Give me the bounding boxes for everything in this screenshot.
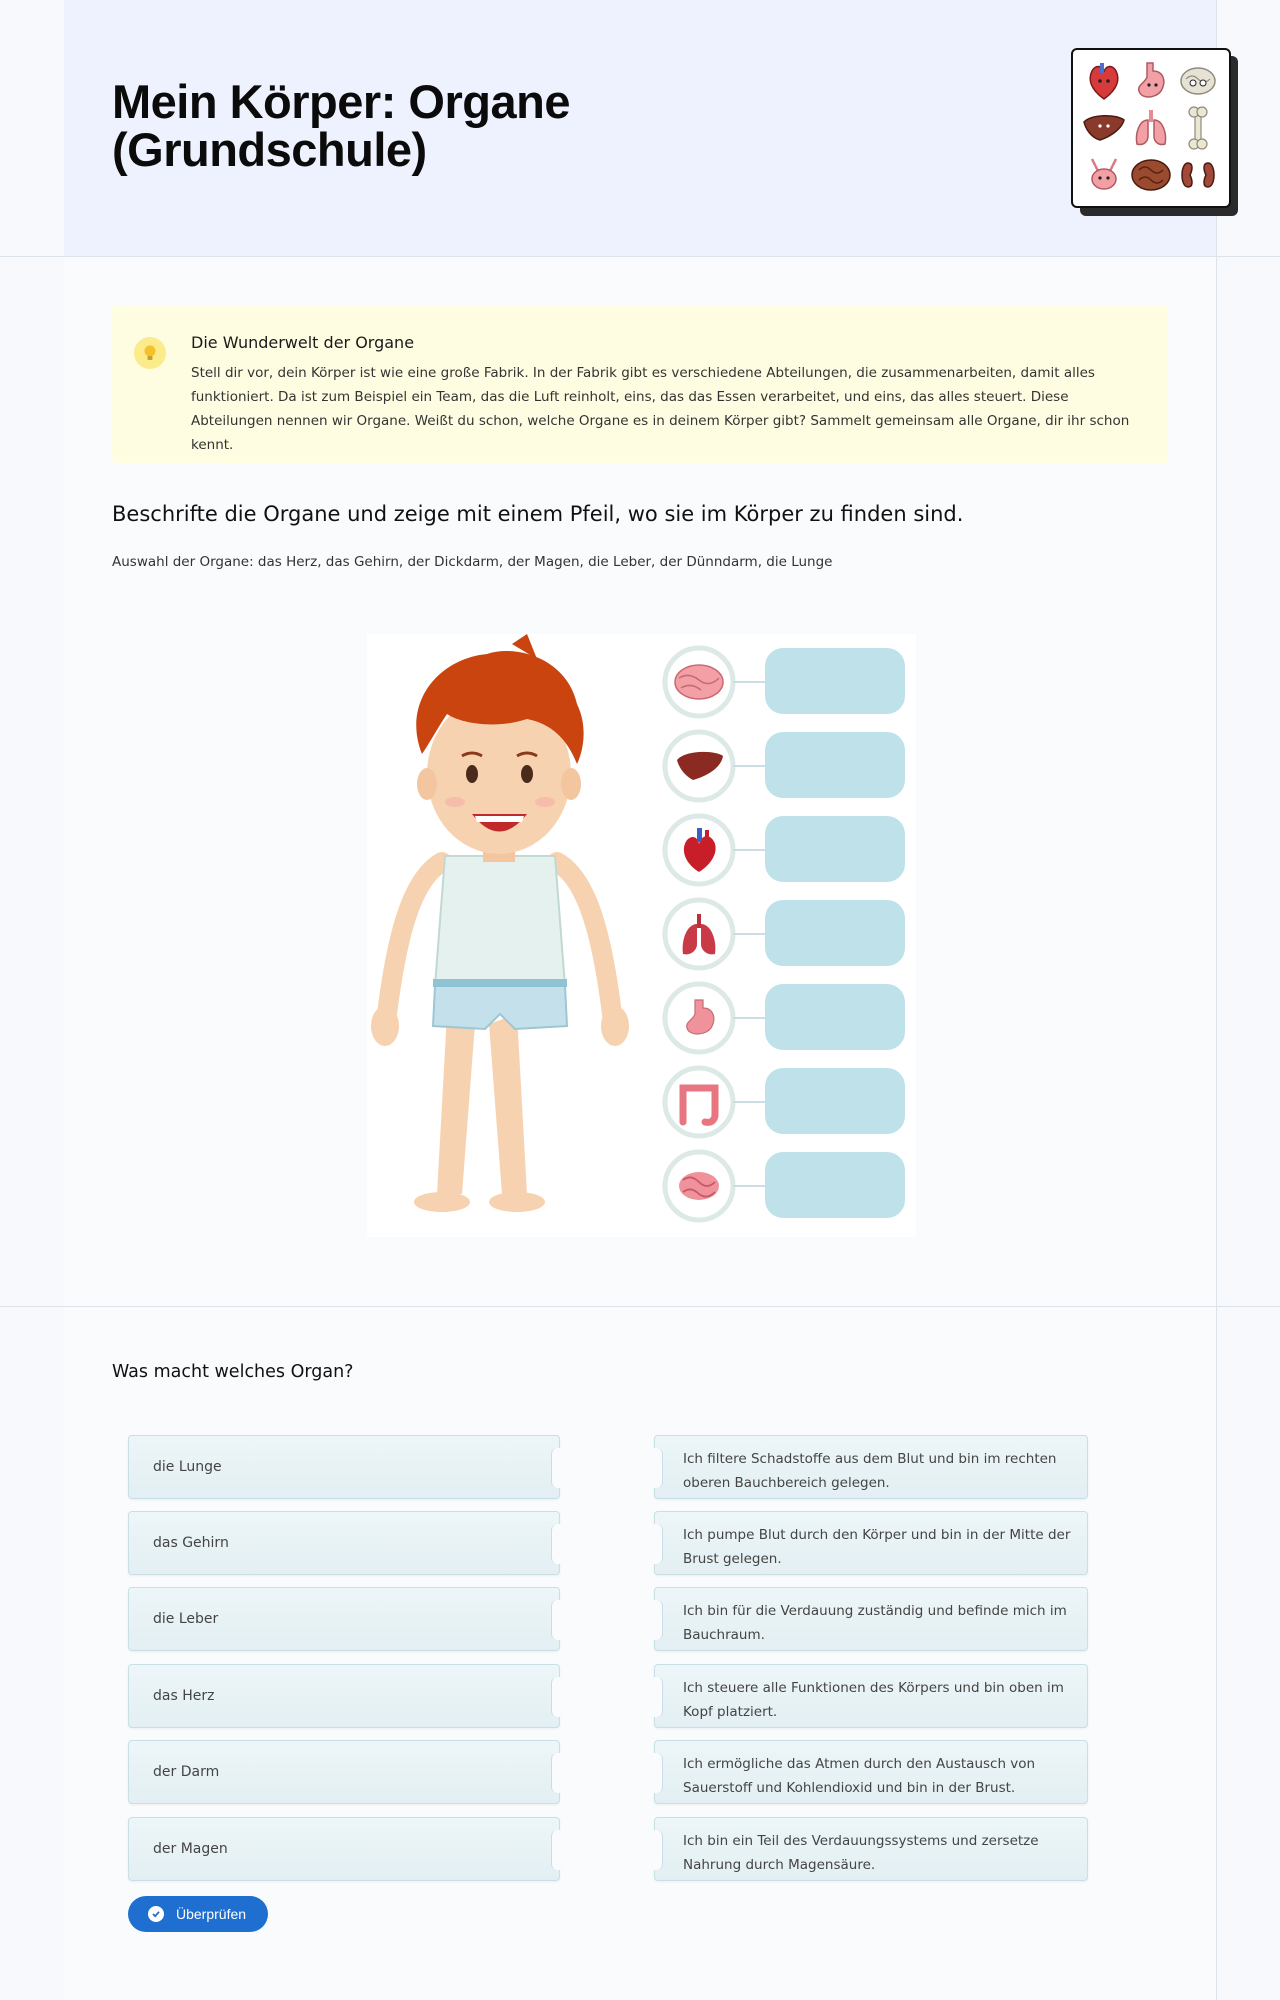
page-title-line-2: (Grundschule) bbox=[112, 123, 427, 176]
term-connector bbox=[551, 1600, 561, 1640]
lungs-icon bbox=[1128, 105, 1173, 150]
description-card[interactable] bbox=[654, 1587, 1088, 1651]
term-card[interactable] bbox=[128, 1435, 560, 1499]
description-connector bbox=[653, 1600, 663, 1640]
label-box-6[interactable] bbox=[765, 1068, 905, 1134]
description-card[interactable] bbox=[654, 1435, 1088, 1499]
description-connector bbox=[653, 1448, 663, 1488]
task-subtitle: Auswahl der Organe: das Herz, das Gehirn, der Dickdarm, der Magen, die Leber, der Dünndarm, die Lunge bbox=[112, 554, 833, 570]
right-gutter-line bbox=[1216, 0, 1217, 2000]
term-connector bbox=[551, 1448, 561, 1488]
term-connector bbox=[551, 1677, 561, 1717]
check-circle-icon bbox=[148, 1906, 164, 1922]
term-label: das Herz bbox=[153, 1688, 215, 1704]
description-card[interactable] bbox=[654, 1817, 1088, 1881]
description-label: Ich bin für die Verdauung zuständig und befinde mich im Bauchraum. bbox=[683, 1603, 1067, 1643]
matching-section bbox=[64, 1307, 1216, 2000]
stomach-icon bbox=[1128, 58, 1173, 103]
description-card[interactable] bbox=[654, 1664, 1088, 1728]
page-title bbox=[112, 75, 570, 176]
term-connector bbox=[551, 1524, 561, 1564]
term-label: das Gehirn bbox=[153, 1535, 229, 1551]
bone-icon bbox=[1176, 105, 1221, 150]
brain-icon bbox=[1176, 58, 1221, 103]
boy-illustration bbox=[371, 634, 629, 1212]
heart-icon bbox=[1081, 58, 1126, 103]
matching-title: Was macht welches Organ? bbox=[112, 1362, 354, 1382]
description-card[interactable] bbox=[654, 1511, 1088, 1575]
info-box bbox=[112, 305, 1168, 463]
check-button-label: Überprüfen bbox=[176, 1906, 247, 1922]
term-connector bbox=[551, 1830, 561, 1870]
worksheet-section bbox=[64, 257, 1216, 1306]
label-box-7[interactable] bbox=[765, 1152, 905, 1218]
bladder-icon bbox=[1081, 153, 1126, 198]
description-label: Ich pumpe Blut durch den Körper und bin in der Mitte der Brust gelegen. bbox=[683, 1527, 1071, 1567]
info-text: Stell dir vor, dein Körper ist wie eine große Fabrik. In der Fabrik gibt es verschiedene Abteilungen, die zusammenarbeiten, damit alles funktioniert. Da ist zum Beispiel ein Team, das die Luft reinholt, eins, das das Essen verarbeitet, und eins, das alles steuert. Diese Abteilungen nennen wir Organe. Weißt du schon, welche Organe es in deinem Körper gibt? Sammelt gemeinsam alle Organe, dir ihr schon kennt. bbox=[191, 365, 1130, 453]
term-label: die Leber bbox=[153, 1611, 219, 1627]
organ-thumbnail bbox=[1071, 48, 1231, 208]
lightbulb-icon bbox=[134, 337, 166, 369]
description-label: Ich filtere Schadstoffe aus dem Blut und bin im rechten oberen Bauchbereich gelegen. bbox=[683, 1451, 1057, 1491]
task-title: Beschrifte die Organe und zeige mit einem Pfeil, wo sie im Körper zu finden sind. bbox=[112, 502, 964, 526]
page-title-line-1: Mein Körper: Organe bbox=[112, 75, 570, 128]
info-title: Die Wunderwelt der Organe bbox=[191, 333, 415, 352]
description-label: Ich ermögliche das Atmen durch den Austausch von Sauerstoff und Kohlendioxid und bin in der Brust. bbox=[683, 1756, 1036, 1796]
label-box-4[interactable] bbox=[765, 900, 905, 966]
check-button[interactable] bbox=[128, 1896, 268, 1932]
description-label: Ich steuere alle Funktionen des Körpers und bin oben im Kopf platziert. bbox=[683, 1680, 1064, 1720]
description-connector bbox=[653, 1524, 663, 1564]
term-label: der Magen bbox=[153, 1841, 228, 1857]
term-label: die Lunge bbox=[153, 1459, 222, 1475]
term-connector bbox=[551, 1753, 561, 1793]
term-card[interactable] bbox=[128, 1740, 560, 1804]
description-connector bbox=[653, 1677, 663, 1717]
term-card[interactable] bbox=[128, 1511, 560, 1575]
description-label: Ich bin ein Teil des Verdauungssystems und zersetze Nahrung durch Magensäure. bbox=[683, 1833, 1039, 1873]
term-label: der Darm bbox=[153, 1764, 220, 1780]
kidneys-icon bbox=[1176, 153, 1221, 198]
label-box-1[interactable] bbox=[765, 648, 905, 714]
label-box-5[interactable] bbox=[765, 984, 905, 1050]
term-card[interactable] bbox=[128, 1664, 560, 1728]
description-connector bbox=[653, 1753, 663, 1793]
small-intestine-icon bbox=[679, 1172, 719, 1200]
description-card[interactable] bbox=[654, 1740, 1088, 1804]
label-box-2[interactable] bbox=[765, 732, 905, 798]
page-header bbox=[64, 0, 1216, 256]
liver-icon bbox=[1081, 105, 1126, 150]
brain-icon bbox=[675, 665, 723, 699]
intestine-icon bbox=[1128, 153, 1173, 198]
term-card[interactable] bbox=[128, 1817, 560, 1881]
body-figure bbox=[367, 634, 916, 1237]
term-card[interactable] bbox=[128, 1587, 560, 1651]
organ-row bbox=[665, 648, 905, 1220]
description-connector bbox=[653, 1830, 663, 1870]
label-box-3[interactable] bbox=[765, 816, 905, 882]
